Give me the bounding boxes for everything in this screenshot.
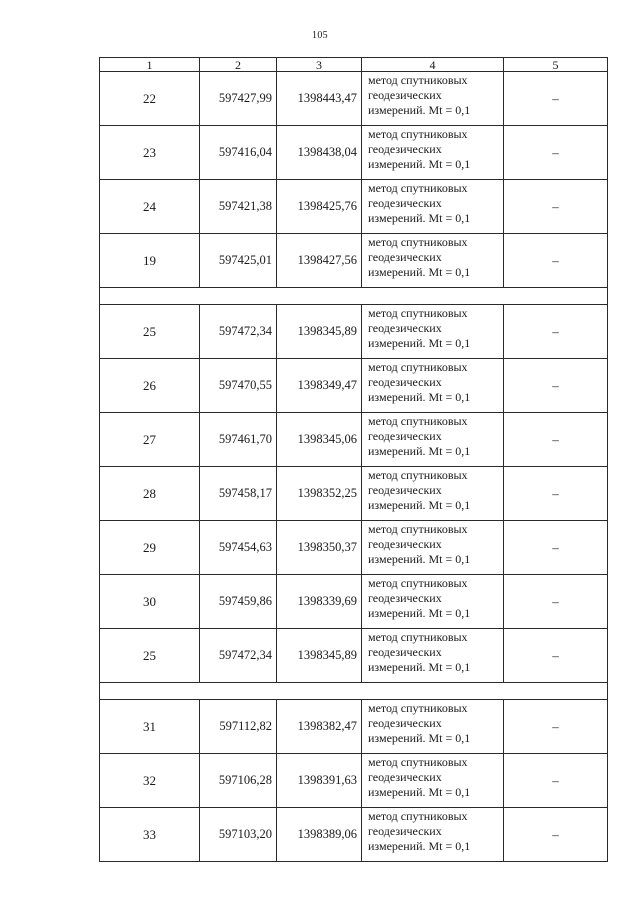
method-text-line: измерений. Mt = 0,1: [368, 444, 471, 458]
table-row: [100, 413, 608, 467]
method-cell: [362, 180, 504, 234]
point-number-cell: 28: [100, 467, 200, 521]
description-cell: –: [504, 180, 608, 234]
description-cell: –: [504, 234, 608, 288]
x-coordinate-cell: 597459,86: [200, 575, 277, 629]
description-cell: –: [504, 700, 608, 754]
point-number-cell: 30: [100, 575, 200, 629]
x-coordinate-cell: 597425,01: [200, 234, 277, 288]
y-coordinate-cell: 1398391,63: [277, 754, 362, 808]
description-cell: –: [504, 808, 608, 862]
y-coordinate-cell: 1398427,56: [277, 234, 362, 288]
x-coordinate-cell: 597454,63: [200, 521, 277, 575]
y-coordinate-cell: 1398350,37: [277, 521, 362, 575]
page-number: 105: [312, 30, 328, 41]
method-cell: [362, 72, 504, 126]
point-number-cell: 23: [100, 126, 200, 180]
point-number-cell: 32: [100, 754, 200, 808]
method-text-line: измерений. Mt = 0,1: [368, 660, 471, 674]
method-text-line: метод спутниковых: [368, 630, 468, 644]
method-text-line: измерений. Mt = 0,1: [368, 390, 471, 404]
x-coordinate-cell: 597103,20: [200, 808, 277, 862]
y-coordinate-cell: 1398382,47: [277, 700, 362, 754]
method-text-line: измерений. Mt = 0,1: [368, 157, 471, 171]
y-coordinate-cell: 1398389,06: [277, 808, 362, 862]
method-cell: [362, 234, 504, 288]
table-row: [100, 754, 608, 808]
table-row: [100, 521, 608, 575]
table-row: [100, 359, 608, 413]
point-number-cell: 25: [100, 305, 200, 359]
y-coordinate-cell: 1398352,25: [277, 467, 362, 521]
method-cell: [362, 305, 504, 359]
method-text-line: метод спутниковых: [368, 468, 468, 482]
table-row: [100, 234, 608, 288]
method-text-line: геодезических: [368, 770, 442, 784]
column-header-4: 4: [362, 58, 504, 72]
method-text-line: геодезических: [368, 483, 442, 497]
x-coordinate-cell: 597112,82: [200, 700, 277, 754]
method-text-line: метод спутниковых: [368, 809, 468, 823]
coordinates-table: [99, 57, 608, 862]
y-coordinate-cell: 1398345,89: [277, 629, 362, 683]
method-cell: [362, 754, 504, 808]
method-text-line: метод спутниковых: [368, 127, 468, 141]
method-text-line: измерений. Mt = 0,1: [368, 265, 471, 279]
table-row: [100, 305, 608, 359]
y-coordinate-cell: 1398425,76: [277, 180, 362, 234]
x-coordinate-cell: 597427,99: [200, 72, 277, 126]
method-text-line: геодезических: [368, 321, 442, 335]
method-text-line: измерений. Mt = 0,1: [368, 336, 471, 350]
point-number-cell: 33: [100, 808, 200, 862]
y-coordinate-cell: 1398345,06: [277, 413, 362, 467]
method-text-line: метод спутниковых: [368, 701, 468, 715]
y-coordinate-cell: 1398339,69: [277, 575, 362, 629]
method-text-line: геодезических: [368, 196, 442, 210]
separator-cell: [100, 683, 608, 700]
point-number-cell: 26: [100, 359, 200, 413]
description-cell: –: [504, 72, 608, 126]
table-row: [100, 180, 608, 234]
y-coordinate-cell: 1398349,47: [277, 359, 362, 413]
point-number-cell: 25: [100, 629, 200, 683]
method-text-line: метод спутниковых: [368, 235, 468, 249]
method-text-line: измерений. Mt = 0,1: [368, 211, 471, 225]
method-text-line: геодезических: [368, 250, 442, 264]
table-row: [100, 467, 608, 521]
table-row: [100, 575, 608, 629]
table-row: [100, 72, 608, 126]
description-cell: –: [504, 629, 608, 683]
x-coordinate-cell: 597472,34: [200, 305, 277, 359]
method-text-line: метод спутниковых: [368, 576, 468, 590]
method-cell: [362, 521, 504, 575]
method-text-line: измерений. Mt = 0,1: [368, 785, 471, 799]
point-number-cell: 22: [100, 72, 200, 126]
method-text-line: измерений. Mt = 0,1: [368, 606, 471, 620]
column-header-1: 1: [100, 58, 200, 72]
y-coordinate-cell: 1398345,89: [277, 305, 362, 359]
x-coordinate-cell: 597416,04: [200, 126, 277, 180]
description-cell: –: [504, 305, 608, 359]
description-cell: –: [504, 126, 608, 180]
method-text-line: метод спутниковых: [368, 73, 468, 87]
column-header-2: 2: [200, 58, 277, 72]
method-cell: [362, 126, 504, 180]
method-text-line: геодезических: [368, 142, 442, 156]
x-coordinate-cell: 597421,38: [200, 180, 277, 234]
method-text-line: геодезических: [368, 716, 442, 730]
group-separator-row: [100, 683, 608, 700]
point-number-cell: 31: [100, 700, 200, 754]
description-cell: –: [504, 359, 608, 413]
separator-cell: [100, 288, 608, 305]
method-text-line: метод спутниковых: [368, 306, 468, 320]
description-cell: –: [504, 521, 608, 575]
method-text-line: метод спутниковых: [368, 414, 468, 428]
method-text-line: измерений. Mt = 0,1: [368, 552, 471, 566]
x-coordinate-cell: 597470,55: [200, 359, 277, 413]
method-text-line: измерений. Mt = 0,1: [368, 839, 471, 853]
table-row: [100, 700, 608, 754]
method-text-line: измерений. Mt = 0,1: [368, 731, 471, 745]
x-coordinate-cell: 597461,70: [200, 413, 277, 467]
method-text-line: метод спутниковых: [368, 181, 468, 195]
method-text-line: геодезических: [368, 645, 442, 659]
method-cell: [362, 700, 504, 754]
table-header-row: [100, 58, 608, 72]
table-row: [100, 629, 608, 683]
method-text-line: геодезических: [368, 375, 442, 389]
table-row: [100, 126, 608, 180]
point-number-cell: 29: [100, 521, 200, 575]
point-number-cell: 27: [100, 413, 200, 467]
description-cell: –: [504, 467, 608, 521]
method-text-line: метод спутниковых: [368, 755, 468, 769]
group-separator-row: [100, 288, 608, 305]
method-cell: [362, 413, 504, 467]
x-coordinate-cell: 597106,28: [200, 754, 277, 808]
table-row: [100, 808, 608, 862]
x-coordinate-cell: 597458,17: [200, 467, 277, 521]
method-cell: [362, 575, 504, 629]
method-text-line: измерений. Mt = 0,1: [368, 103, 471, 117]
method-text-line: метод спутниковых: [368, 360, 468, 374]
method-text-line: геодезических: [368, 824, 442, 838]
method-cell: [362, 467, 504, 521]
method-cell: [362, 808, 504, 862]
column-header-3: 3: [277, 58, 362, 72]
description-cell: –: [504, 413, 608, 467]
description-cell: –: [504, 575, 608, 629]
method-text-line: геодезических: [368, 591, 442, 605]
method-text-line: геодезических: [368, 537, 442, 551]
method-text-line: метод спутниковых: [368, 522, 468, 536]
method-cell: [362, 359, 504, 413]
y-coordinate-cell: 1398443,47: [277, 72, 362, 126]
method-text-line: измерений. Mt = 0,1: [368, 498, 471, 512]
table-body: [100, 72, 608, 862]
column-header-5: 5: [504, 58, 608, 72]
method-text-line: геодезических: [368, 88, 442, 102]
description-cell: –: [504, 754, 608, 808]
y-coordinate-cell: 1398438,04: [277, 126, 362, 180]
method-text-line: геодезических: [368, 429, 442, 443]
point-number-cell: 19: [100, 234, 200, 288]
point-number-cell: 24: [100, 180, 200, 234]
method-cell: [362, 629, 504, 683]
x-coordinate-cell: 597472,34: [200, 629, 277, 683]
